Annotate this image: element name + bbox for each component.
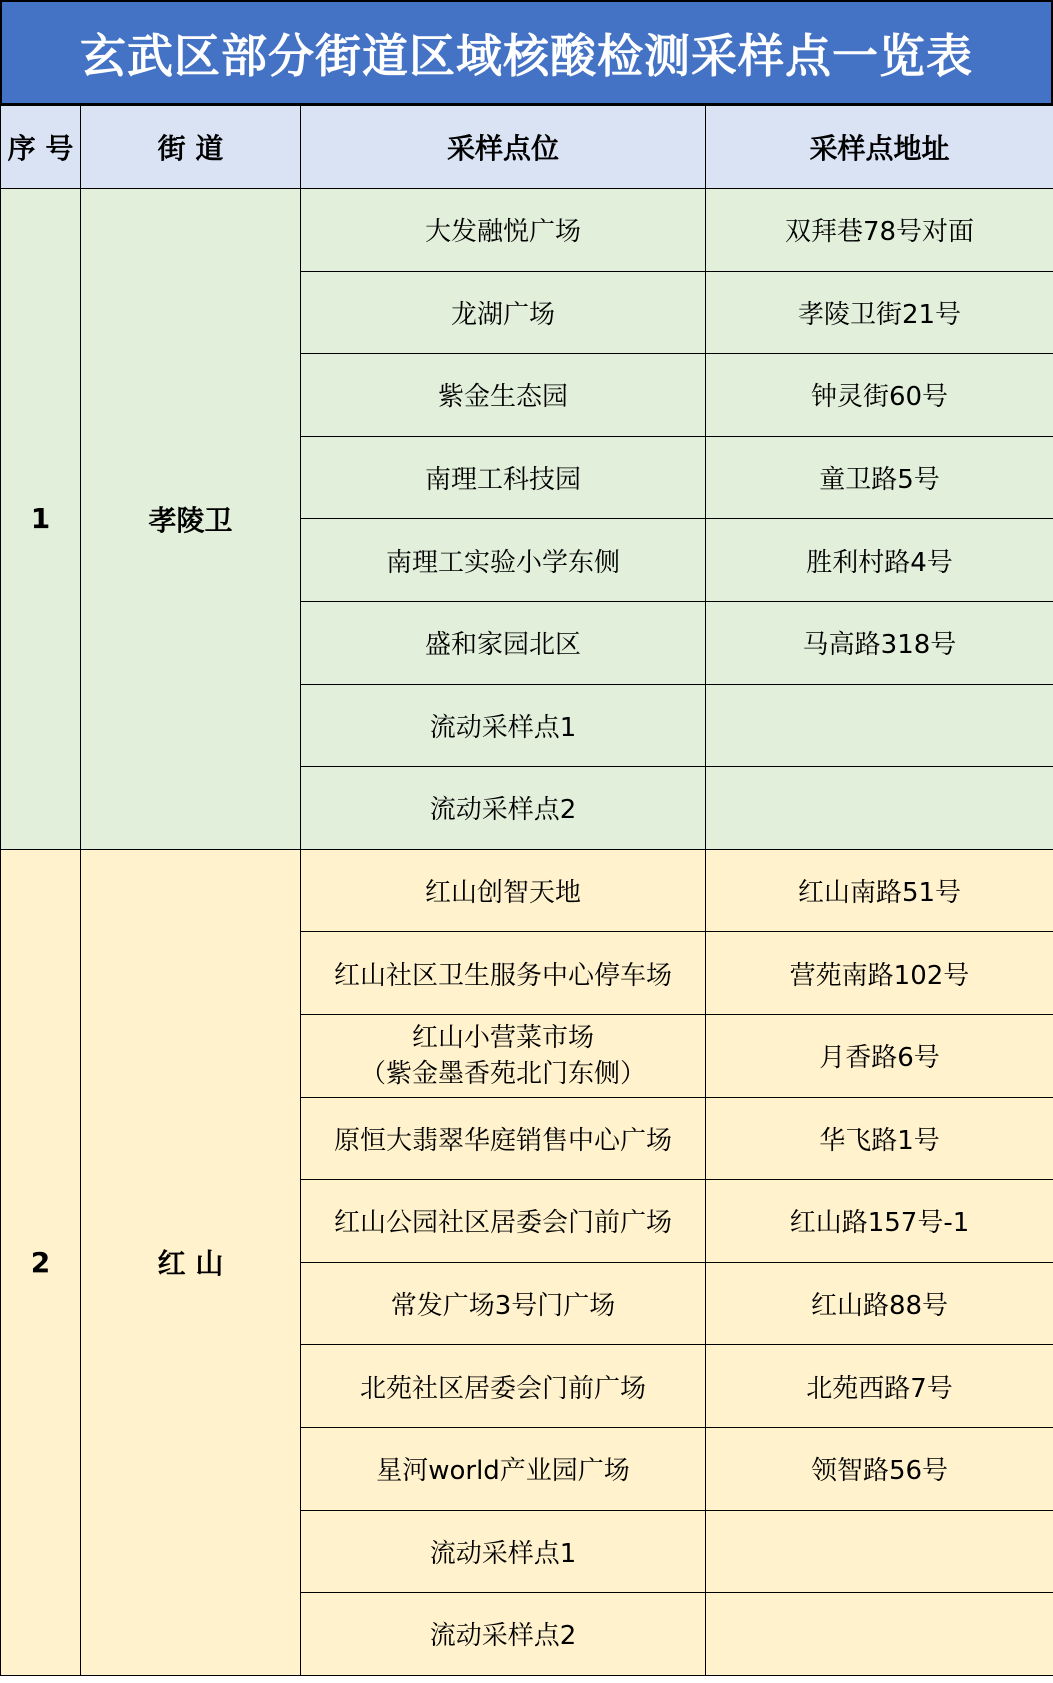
table-body (1, 189, 1053, 1676)
site-cell: 流动采样点2 (301, 767, 706, 850)
site-cell: 红山社区卫生服务中心停车场 (301, 932, 706, 1015)
header-address: 采样点地址 (706, 106, 1053, 189)
site-cell: 南理工科技园 (301, 436, 706, 519)
address-cell: 孝陵卫街21号 (706, 271, 1053, 354)
address-cell: 北苑西路7号 (706, 1345, 1053, 1428)
address-cell: 胜利村路4号 (706, 519, 1053, 602)
address-cell (706, 684, 1053, 767)
address-cell: 童卫路5号 (706, 436, 1053, 519)
table-row (1, 189, 1053, 272)
site-cell: 北苑社区居委会门前广场 (301, 1345, 706, 1428)
address-cell: 钟灵街60号 (706, 354, 1053, 437)
site-cell: 星河world产业园广场 (301, 1427, 706, 1510)
address-cell: 马高路318号 (706, 601, 1053, 684)
header-site: 采样点位 (301, 106, 706, 189)
header-row (1, 106, 1053, 189)
address-cell (706, 1510, 1053, 1593)
site-cell: 原恒大翡翠华庭销售中心广场 (301, 1097, 706, 1180)
group-street: 红 山 (81, 849, 301, 1675)
site-cell: 流动采样点1 (301, 1510, 706, 1593)
address-cell: 双拜巷78号对面 (706, 189, 1053, 272)
address-cell: 红山路88号 (706, 1262, 1053, 1345)
site-cell: 大发融悦广场 (301, 189, 706, 272)
group-seq: 1 (1, 189, 81, 850)
address-cell: 月香路6号 (706, 1014, 1053, 1097)
site-cell: 盛和家园北区 (301, 601, 706, 684)
site-line-2: （紫金墨香苑北门东侧） (359, 1058, 646, 1089)
site-cell: 流动采样点1 (301, 684, 706, 767)
site-cell: 流动采样点2 (301, 1593, 706, 1676)
sampling-sites-table (0, 105, 1053, 1676)
address-cell (706, 1593, 1053, 1676)
address-cell: 领智路56号 (706, 1427, 1053, 1510)
address-cell: 华飞路1号 (706, 1097, 1053, 1180)
site-cell: 紫金生态园 (301, 354, 706, 437)
site-cell: 南理工实验小学东侧 (301, 519, 706, 602)
address-cell: 红山南路51号 (706, 849, 1053, 932)
site-cell: 常发广场3号门广场 (301, 1262, 706, 1345)
group-seq: 2 (1, 849, 81, 1675)
address-cell: 营苑南路102号 (706, 932, 1053, 1015)
table-row (1, 849, 1053, 932)
site-line-1: 红山小营菜市场 (411, 1022, 594, 1053)
address-cell (706, 767, 1053, 850)
site-cell: 红山公园社区居委会门前广场 (301, 1180, 706, 1263)
site-cell (301, 1014, 706, 1097)
site-cell: 红山创智天地 (301, 849, 706, 932)
address-cell: 红山路157号-1 (706, 1180, 1053, 1263)
site-cell: 龙湖广场 (301, 271, 706, 354)
group-street: 孝陵卫 (81, 189, 301, 850)
header-street: 街 道 (81, 106, 301, 189)
header-seq: 序 号 (1, 106, 81, 189)
page-title: 玄武区部分街道区域核酸检测采样点一览表 (0, 0, 1053, 105)
